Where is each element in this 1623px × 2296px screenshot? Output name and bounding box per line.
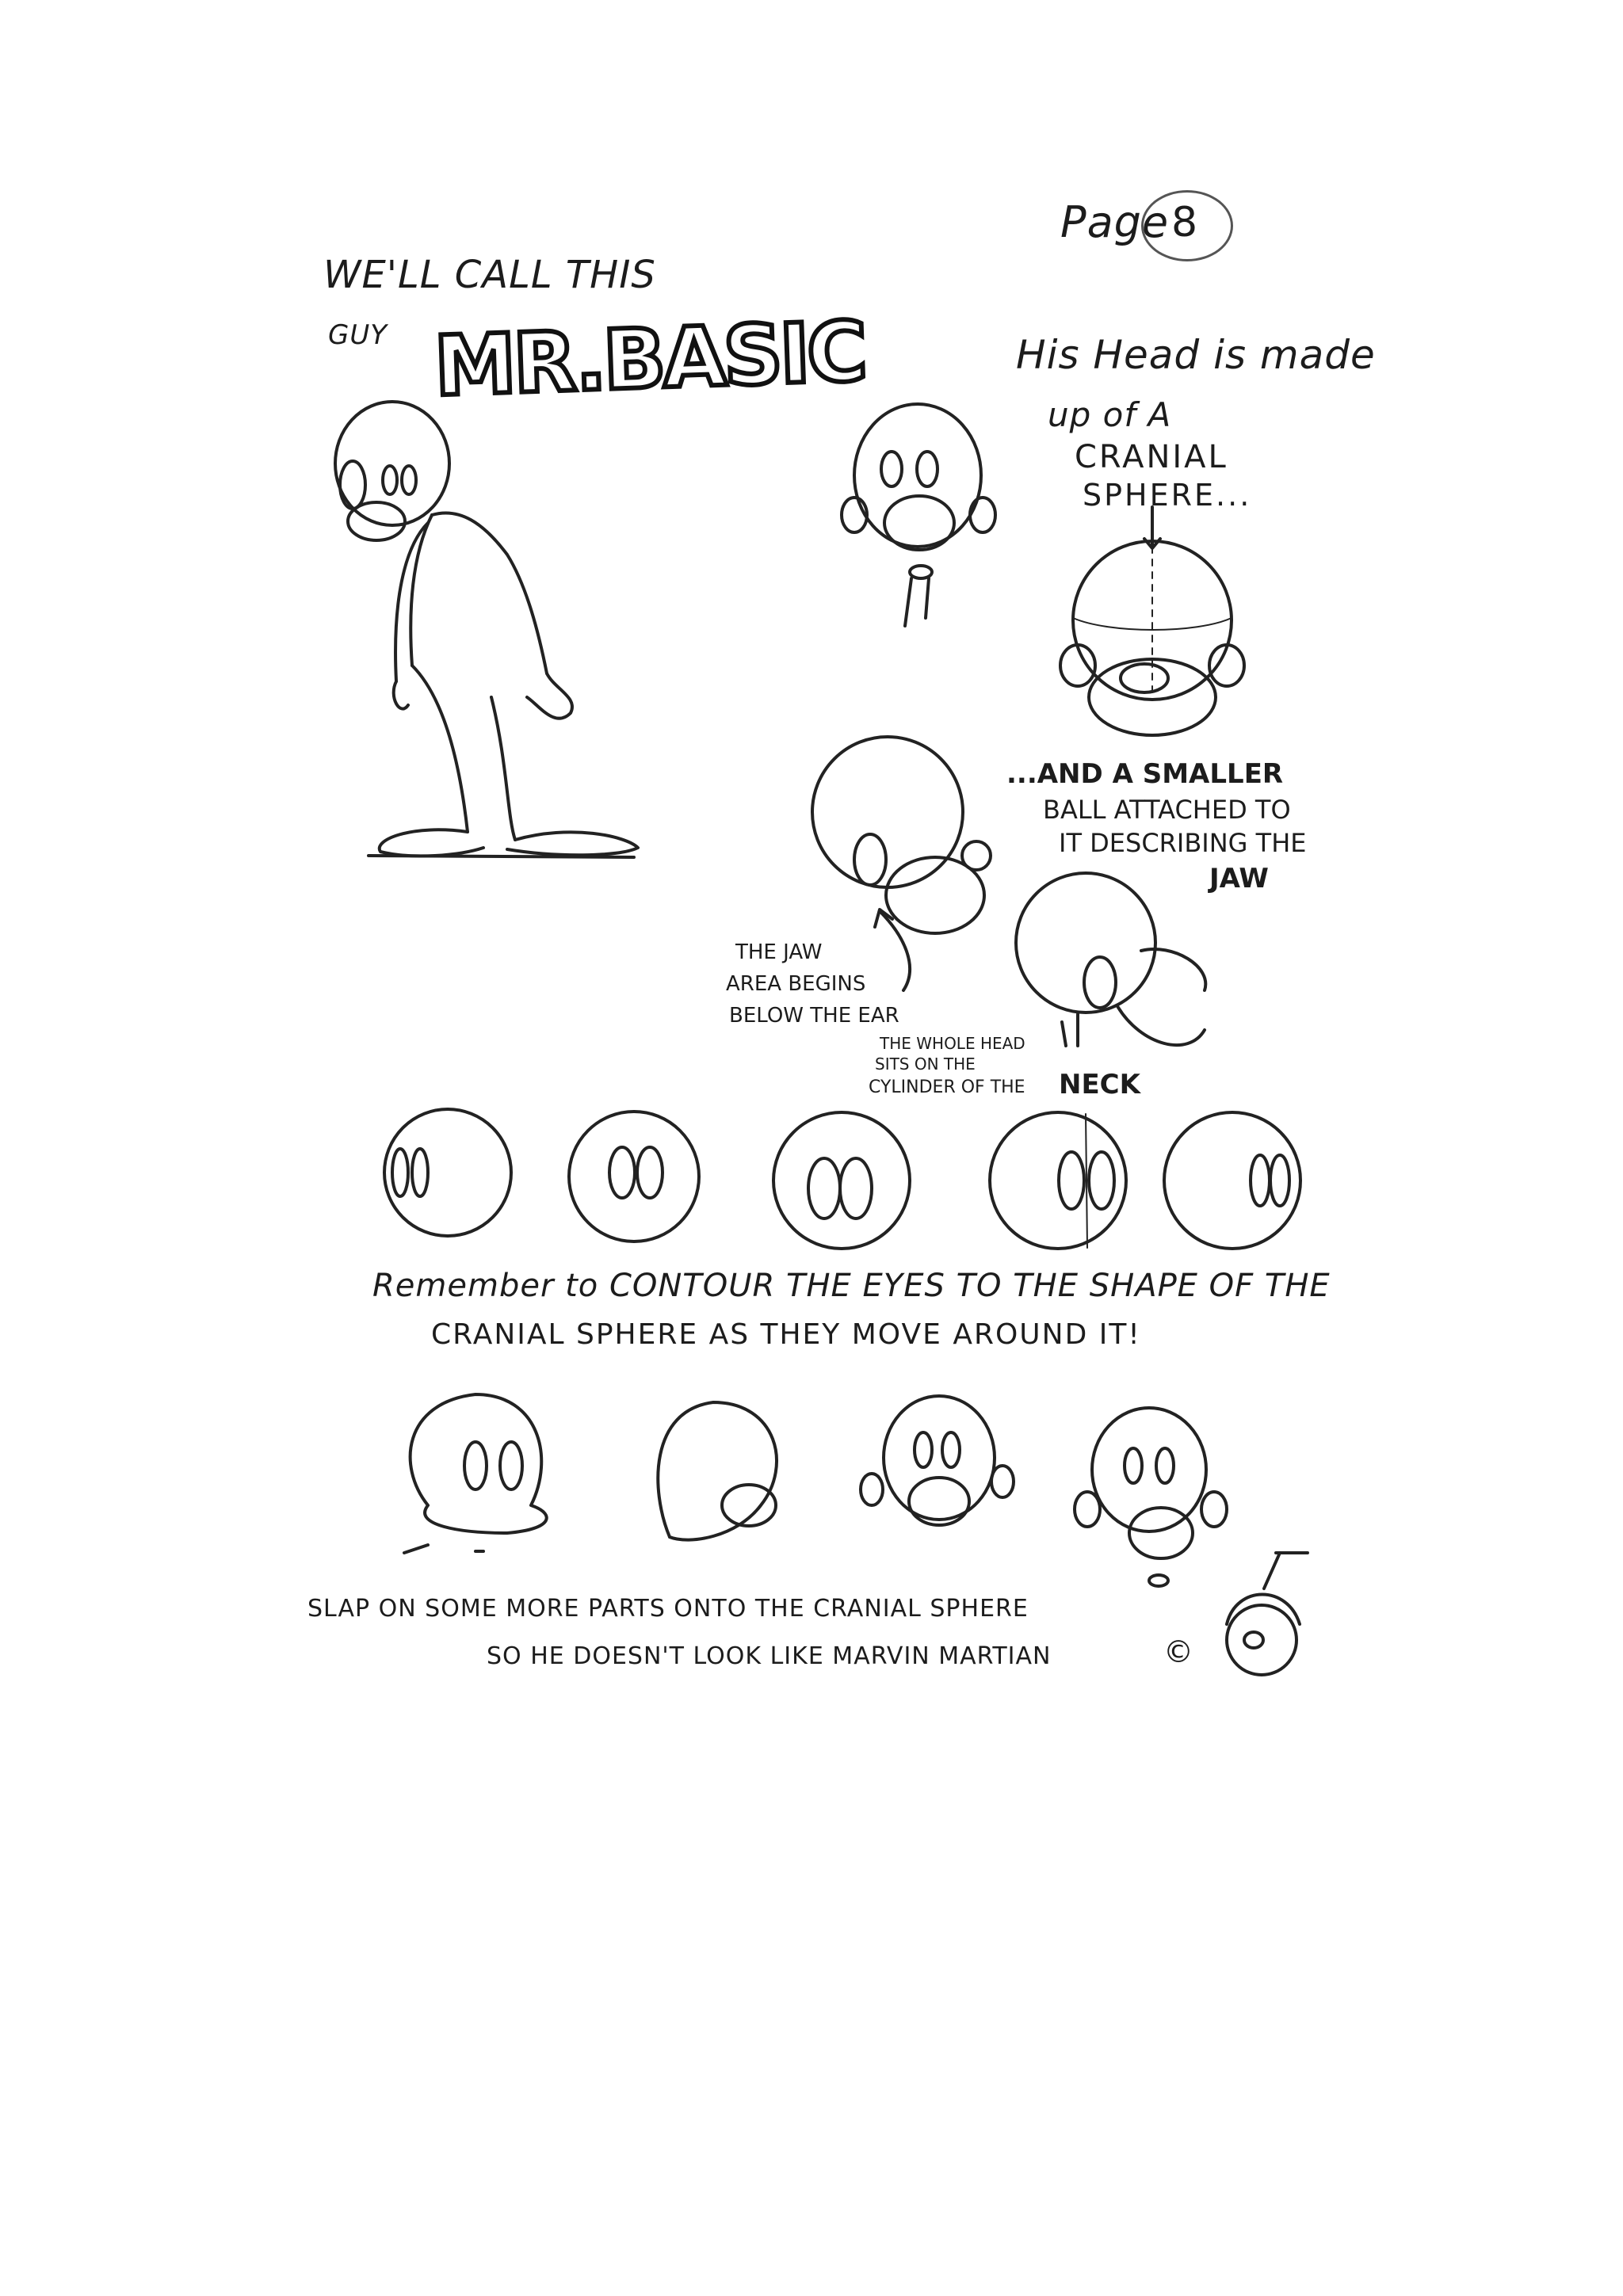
neck-note-line1: THE WHOLE HEAD [880,1034,1025,1053]
page-number: 8 [1171,199,1198,246]
eye-contour-sequence [384,1109,1300,1249]
neck-note-line2: SITS ON THE [875,1055,976,1074]
contour-note-line1: Remember to CONTOUR THE EYES TO THE SHAPE OF THE [372,1268,1331,1304]
front-face-sketch [842,404,995,626]
mr-basic-logo: MR.BASIC [433,303,866,415]
head-intro-line2: up of A [1048,395,1172,434]
mr-basic-full-figure [335,402,638,857]
jaw-area-line1: THE JAW [735,940,823,964]
jaw-area-line2: AREA BEGINS [726,972,866,996]
cranial-sphere-sketch [1060,507,1244,735]
head-intro-line4: SPHERE... [1083,478,1252,513]
marvin-martian-doodle [1227,1553,1308,1675]
slap-note-line1: SLAP ON SOME MORE PARTS ONTO THE CRANIAL SPHERE [307,1595,1029,1623]
copyright-mark: © [1163,1634,1193,1669]
header-line1: WE'LL CALL THIS [323,253,656,297]
jaw-note-line3: IT DESCRIBING THE [1059,828,1307,858]
jaw-note-line1: ...AND A SMALLER [1006,758,1284,790]
header-line2: GUY [328,319,388,351]
head-on-neck-sketch [1016,873,1205,1046]
slap-note-line2: SO HE DOESN'T LOOK LIKE MARVIN MARTIAN [487,1642,1052,1670]
contour-note-line2: CRANIAL SPHERE AS THEY MOVE AROUND IT! [431,1318,1141,1351]
jaw-note-line2: BALL ATTACHED TO [1043,795,1291,825]
page-label: Page [1060,197,1170,247]
jaw-area-line3: BELOW THE EAR [729,1004,899,1028]
side-head-sketch [812,737,991,990]
neck-note-line4: NECK [1059,1069,1140,1100]
head-progression-sequence [404,1394,1227,1586]
jaw-note-line4: JAW [1209,863,1269,894]
head-intro-line3: CRANIAL [1075,439,1228,475]
head-intro-line1: His Head is made [1016,332,1376,378]
neck-note-line3: CYLINDER OF THE [869,1077,1025,1097]
